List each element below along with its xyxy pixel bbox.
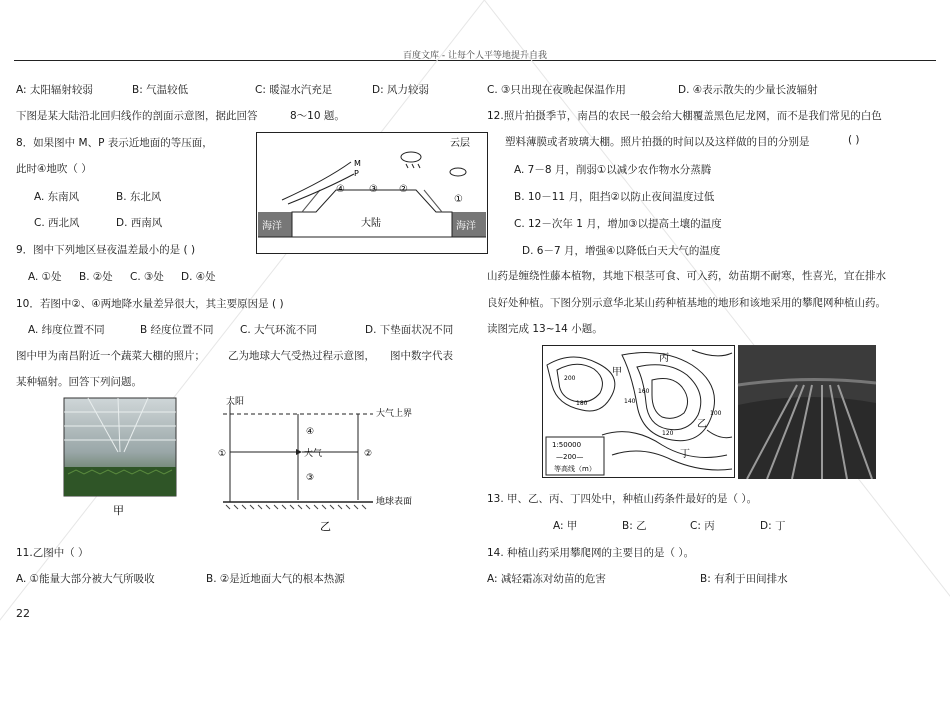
intro-8-10: 下图是某大陆沿北回归线作的剖面示意图，据此回答 xyxy=(16,110,258,122)
q12-option-c: C. 12－次年 1 月，增加③以提高土壤的温度 xyxy=(514,218,722,230)
contour-180: 180 xyxy=(576,400,588,407)
q14-stem: 14. 种植山药采用攀爬网的主要目的是（ ）。 xyxy=(487,547,695,559)
intro-11-a: 图中甲为南昌附近一个蔬菜大棚的照片； xyxy=(16,350,205,362)
q8-option-a: A. 东南风 xyxy=(34,191,80,203)
arrow-3: ③ xyxy=(306,473,315,483)
q13-option-c: C: 丙 xyxy=(690,520,715,532)
marker-4: ④ xyxy=(336,184,345,195)
q8-option-b: B. 东北风 xyxy=(116,191,162,203)
contour-map-figure xyxy=(542,345,878,479)
q10-option-c: C. 大气环流不同 xyxy=(240,324,318,336)
legend-text: 等高线（m） xyxy=(554,465,596,473)
contour-160: 160 xyxy=(638,388,650,395)
q13-option-b: B: 乙 xyxy=(622,520,647,532)
q11-stem: 11.乙图中（ ） xyxy=(16,547,89,559)
q9-stem: 9．图中下列地区昼夜温差最小的是 ( ) xyxy=(16,244,196,256)
q7-option-c: C: 暖湿水汽充足 xyxy=(255,84,333,96)
sea-right-label: 海洋 xyxy=(456,221,476,232)
q10-stem: 10．若图中②、④两地降水量差异很大，其主要原因是 ( ) xyxy=(16,298,284,310)
q10-option-b: B 经度位置不同 xyxy=(140,324,214,336)
map-jia: 甲 xyxy=(612,367,622,378)
p-label: P xyxy=(354,169,359,178)
q14-option-a: A: 减轻霜冻对幼苗的危害 xyxy=(487,573,606,585)
q13-option-a: A: 甲 xyxy=(553,520,578,532)
intro-13-line3: 读图完成 13~14 小题。 xyxy=(487,323,603,335)
cloud-label: 云层 xyxy=(450,138,470,149)
atmosphere-label: 大气 xyxy=(304,449,323,459)
contour-100: 100 xyxy=(710,410,722,417)
q11-option-c: C. ③只出现在夜晚起保温作用 xyxy=(487,84,626,96)
marker-3: ③ xyxy=(369,184,378,195)
q12-option-b: B. 10－11 月，阻挡②以防止夜间温度过低 xyxy=(514,191,715,203)
land-label: 大陆 xyxy=(361,218,381,229)
q13-option-d: D: 丁 xyxy=(760,520,786,532)
q13-stem: 13. 甲、乙、丙、丁四处中，种植山药条件最好的是（ ）。 xyxy=(487,493,758,505)
m-label: M xyxy=(354,159,361,168)
sun-label: 太阳 xyxy=(226,397,245,407)
q8-stem: 8．如果图中 M、P 表示近地面的等压面， xyxy=(16,137,213,149)
q11-option-d: D. ④表示散失的少量长波辐射 xyxy=(678,84,818,96)
q9-option-b: B. ②处 xyxy=(79,271,113,283)
contour-140: 140 xyxy=(624,398,636,405)
arrow-1: ① xyxy=(218,449,227,459)
q9-option-d: D. ④处 xyxy=(181,271,216,283)
intro-8-10-range: 8～10 题。 xyxy=(290,110,345,122)
page-header: 百度文库 - 让每个人平等地提升自我 xyxy=(403,51,547,61)
greenhouse-radiation-figure xyxy=(58,392,420,532)
contour-120: 120 xyxy=(662,430,674,437)
marker-2: ② xyxy=(399,184,408,195)
intro-11-c: 图中数字代表 xyxy=(390,350,453,362)
cross-section-diagram xyxy=(256,132,488,254)
q11-option-a: A. ①能量大部分被大气所吸收 xyxy=(16,573,155,585)
q12-option-d: D. 6－7 月，增强④以降低白天大气的温度 xyxy=(522,245,721,257)
arrow-4: ④ xyxy=(306,427,315,437)
q9-option-c: C. ③处 xyxy=(130,271,164,283)
surface-label: 地球表面 xyxy=(376,497,413,507)
page-number: 22 xyxy=(16,607,30,620)
intro-13-line2: 良好处种植。下图分别示意华北某山药种植基地的地形和该地采用的攀爬网种植山药。 xyxy=(487,297,886,309)
label-jia: 甲 xyxy=(113,504,124,517)
intro-11-cont: 某种辐射。回答下列问题。 xyxy=(16,376,142,388)
header-rule xyxy=(14,60,936,61)
top-boundary-label: 大气上界 xyxy=(376,409,413,419)
q9-option-a: A. ①处 xyxy=(28,271,62,283)
q12-stem: 12.照片拍摄季节，南昌的农民一般会给大棚覆盖黑色尼龙网，而不是我们常见的白色 xyxy=(487,110,882,122)
marker-1: ① xyxy=(454,194,463,205)
intro-13-line1: 山药是缠绕性藤本植物，其地下根茎可食、可入药，幼苗期不耐寒，性喜光，宜在排水 xyxy=(487,270,886,282)
q8-option-c: C. 西北风 xyxy=(34,217,80,229)
sea-left-label: 海洋 xyxy=(262,221,282,232)
q8-option-d: D. 西南风 xyxy=(116,217,163,229)
map-bing: 丙 xyxy=(659,353,669,364)
intro-11-b: 乙为地球大气受热过程示意图， xyxy=(228,350,375,362)
q10-option-a: A. 纬度位置不同 xyxy=(28,324,105,336)
q10-option-d: D. 下垫面状况不同 xyxy=(365,324,454,336)
arrow-2: ② xyxy=(364,449,373,459)
q11-option-b: B. ②是近地面大气的根本热源 xyxy=(206,573,345,585)
map-yi: 乙 xyxy=(697,419,707,430)
q14-option-b: B: 有利于田间排水 xyxy=(700,573,788,585)
contour-200: 200 xyxy=(564,375,576,382)
q12-stem-cont: 塑料薄膜或者玻璃大棚。照片拍摄的时间以及这样做的目的分别是 xyxy=(505,136,810,148)
q7-option-d: D: 风力较弱 xyxy=(372,84,429,96)
map-scale: 1:50000 xyxy=(552,441,582,449)
q8-stem-cont: 此时④地吹（ ） xyxy=(16,163,92,175)
q12-option-a: A. 7－8 月，削弱①以减少农作物水分蒸腾 xyxy=(514,164,712,176)
q7-option-b: B: 气温较低 xyxy=(132,84,189,96)
label-yi: 乙 xyxy=(320,520,331,532)
q7-option-a: A: 太阳辐射较弱 xyxy=(16,84,93,96)
legend-sample: —200— xyxy=(556,453,584,461)
q12-paren: ( ) xyxy=(848,134,860,146)
map-ding: 丁 xyxy=(680,449,690,460)
